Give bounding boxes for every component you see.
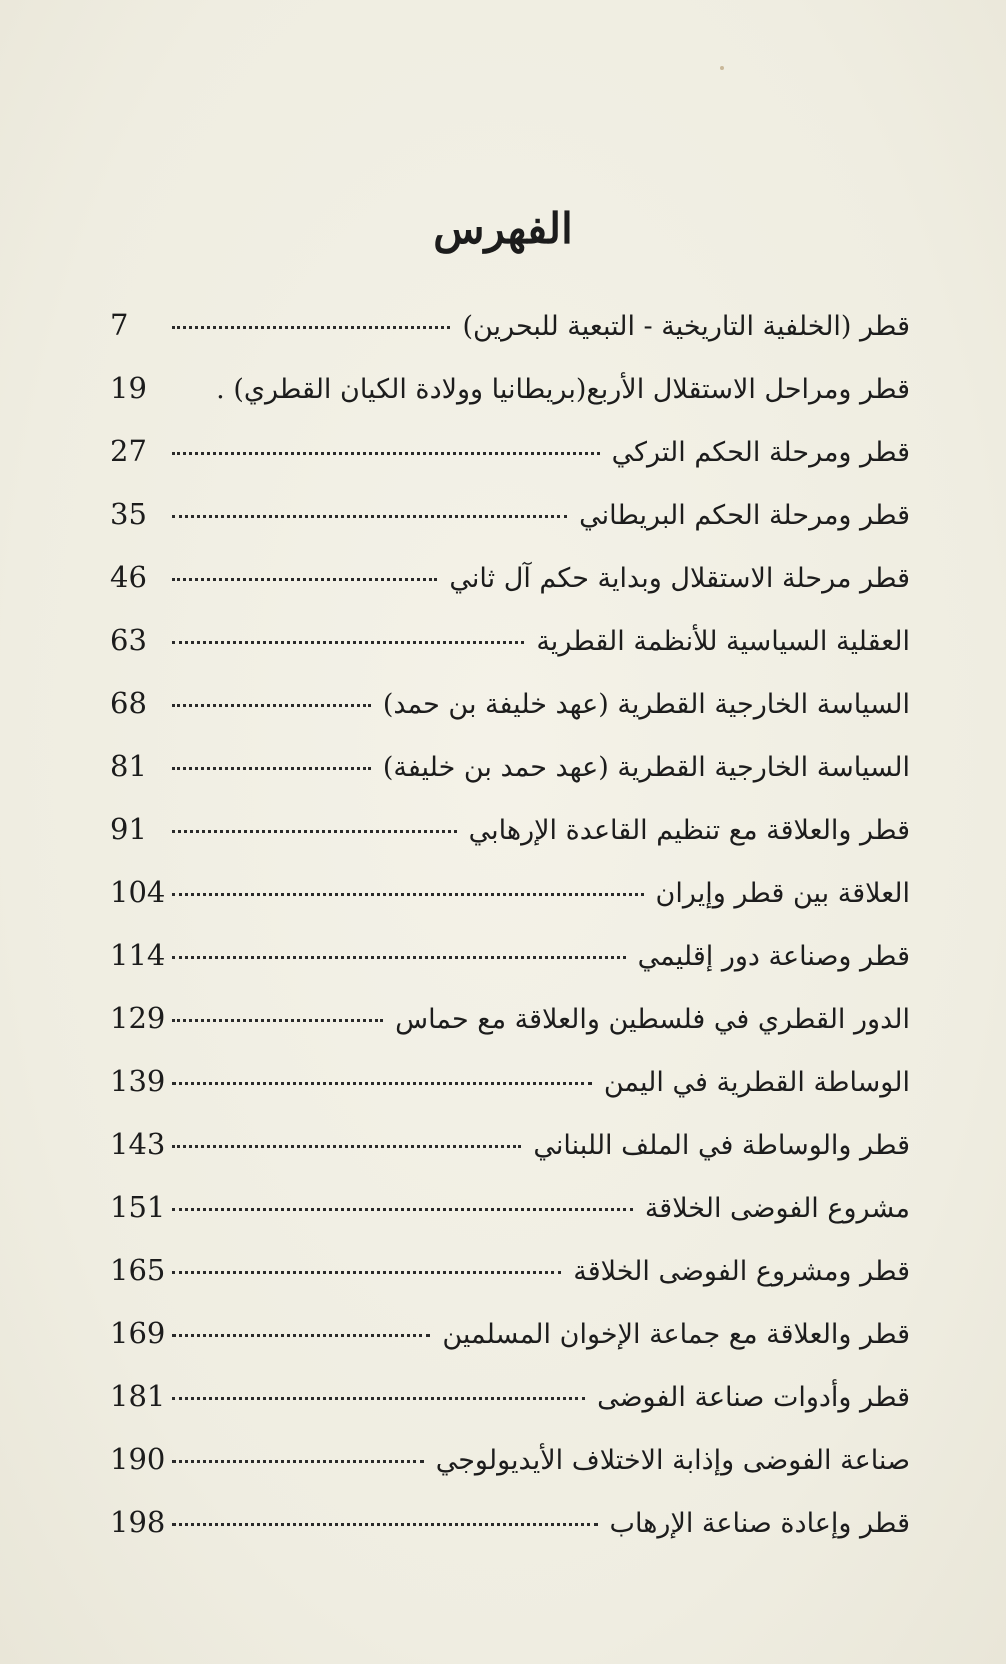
- toc-entry-page: 91: [110, 812, 147, 846]
- toc-entry: [110, 875, 910, 938]
- toc-entry-page: 151: [110, 1190, 166, 1224]
- toc-entry: [110, 1379, 910, 1442]
- toc-entry-title: الوساطة القطرية في اليمن: [603, 1067, 910, 1098]
- dot-leader: [172, 1334, 430, 1337]
- dot-leader: [172, 1208, 633, 1211]
- dot-leader: [172, 1082, 592, 1085]
- paper-speck: [720, 66, 724, 70]
- page-title: الفهرس: [433, 204, 573, 254]
- toc-entry: [110, 1316, 910, 1379]
- toc-entry-title: قطر وأدوات صناعة الفوضى: [597, 1382, 910, 1413]
- dot-leader: [172, 1019, 383, 1022]
- toc-entry: [110, 749, 910, 812]
- dot-leader: [172, 515, 567, 518]
- toc-entry: [110, 308, 910, 371]
- toc-entry-page: 63: [110, 623, 147, 657]
- toc-entry-title: قطر ومرحلة الحكم التركي: [611, 437, 910, 468]
- toc-entry-title: قطر ومشروع الفوضى الخلاقة: [573, 1256, 910, 1287]
- toc-entry-title: قطر مرحلة الاستقلال وبداية حكم آل ثاني: [449, 563, 910, 594]
- toc-entry: [110, 938, 910, 1001]
- toc-entry-title: العلاقة بين قطر وإيران: [655, 878, 910, 909]
- toc-entry-title: قطر وصناعة دور إقليمي: [637, 941, 910, 972]
- toc-entry: [110, 812, 910, 875]
- dot-leader: [172, 704, 371, 707]
- dot-leader: [172, 893, 644, 896]
- toc-entry-title: قطر ومراحل الاستقلال الأربع(بريطانيا وولادة الكيان القطري) .: [216, 374, 910, 405]
- toc-entry-page: 181: [110, 1379, 166, 1413]
- toc-entry: [110, 1127, 910, 1190]
- toc-entry-page: 46: [110, 560, 147, 594]
- toc-entry-title: قطر ومرحلة الحكم البريطاني: [579, 500, 910, 531]
- toc-entry-page: 68: [110, 686, 147, 720]
- toc-entry-title: قطر والعلاقة مع تنظيم القاعدة الإرهابي: [468, 815, 910, 846]
- toc-entry: [110, 623, 910, 686]
- toc-entry-page: 104: [110, 875, 166, 909]
- toc-entry-page: 139: [110, 1064, 166, 1098]
- dot-leader: [172, 767, 371, 770]
- toc-entry: [110, 1442, 910, 1505]
- toc-entry-title: الدور القطري في فلسطين والعلاقة مع حماس: [395, 1004, 910, 1035]
- toc-entry: [110, 434, 910, 497]
- toc-entry: [110, 560, 910, 623]
- toc-entry: [110, 1001, 910, 1064]
- dot-leader: [172, 452, 600, 455]
- dot-leader: [172, 830, 457, 833]
- toc-entry-page: 35: [110, 497, 147, 531]
- toc-entry: [110, 686, 910, 749]
- toc-entry-title: مشروع الفوضى الخلاقة: [644, 1193, 910, 1224]
- toc-entry-page: 165: [110, 1253, 166, 1287]
- toc-entry-title: قطر (الخلفية التاريخية - التبعية للبحرين): [462, 311, 910, 342]
- toc-entry-title: قطر والوساطة في الملف اللبناني: [533, 1130, 910, 1161]
- toc-entry-page: 190: [110, 1442, 166, 1476]
- toc-entry-page: 7: [110, 308, 129, 342]
- toc-entry: [110, 1064, 910, 1127]
- toc-entry-page: 143: [110, 1127, 166, 1161]
- toc-entry-title: السياسة الخارجية القطرية (عهد حمد بن خليفة): [382, 752, 910, 783]
- toc-entry-page: 198: [110, 1505, 166, 1539]
- dot-leader: [172, 389, 204, 392]
- toc-entry-title: السياسة الخارجية القطرية (عهد خليفة بن حمد): [382, 689, 910, 720]
- toc-entry-page: 129: [110, 1001, 166, 1035]
- toc-entry: [110, 1253, 910, 1316]
- dot-leader: [172, 956, 626, 959]
- toc-entry: [110, 497, 910, 560]
- toc-entry-title: العقلية السياسية للأنظمة القطرية: [536, 626, 910, 657]
- dot-leader: [172, 578, 437, 581]
- toc-entry: [110, 1190, 910, 1253]
- toc-entry-page: 19: [110, 371, 147, 405]
- dot-leader: [172, 1145, 521, 1148]
- toc-entry-page: 81: [110, 749, 147, 783]
- toc-entry-title: صناعة الفوضى وإذابة الاختلاف الأيديولوجي: [435, 1445, 910, 1476]
- dot-leader: [172, 1523, 598, 1526]
- toc-entry: [110, 371, 910, 434]
- toc-entry: [110, 1505, 910, 1568]
- toc-entry-title: قطر وإعادة صناعة الإرهاب: [609, 1508, 910, 1539]
- dot-leader: [172, 1271, 561, 1274]
- toc-entry-title: قطر والعلاقة مع جماعة الإخوان المسلمين: [442, 1319, 910, 1350]
- toc-entry-page: 27: [110, 434, 147, 468]
- dot-leader: [172, 1397, 585, 1400]
- dot-leader: [172, 1460, 424, 1463]
- table-of-contents: [110, 308, 910, 1568]
- dot-leader: [172, 641, 524, 644]
- toc-entry-page: 169: [110, 1316, 166, 1350]
- toc-entry-page: 114: [110, 938, 166, 972]
- dot-leader: [172, 326, 450, 329]
